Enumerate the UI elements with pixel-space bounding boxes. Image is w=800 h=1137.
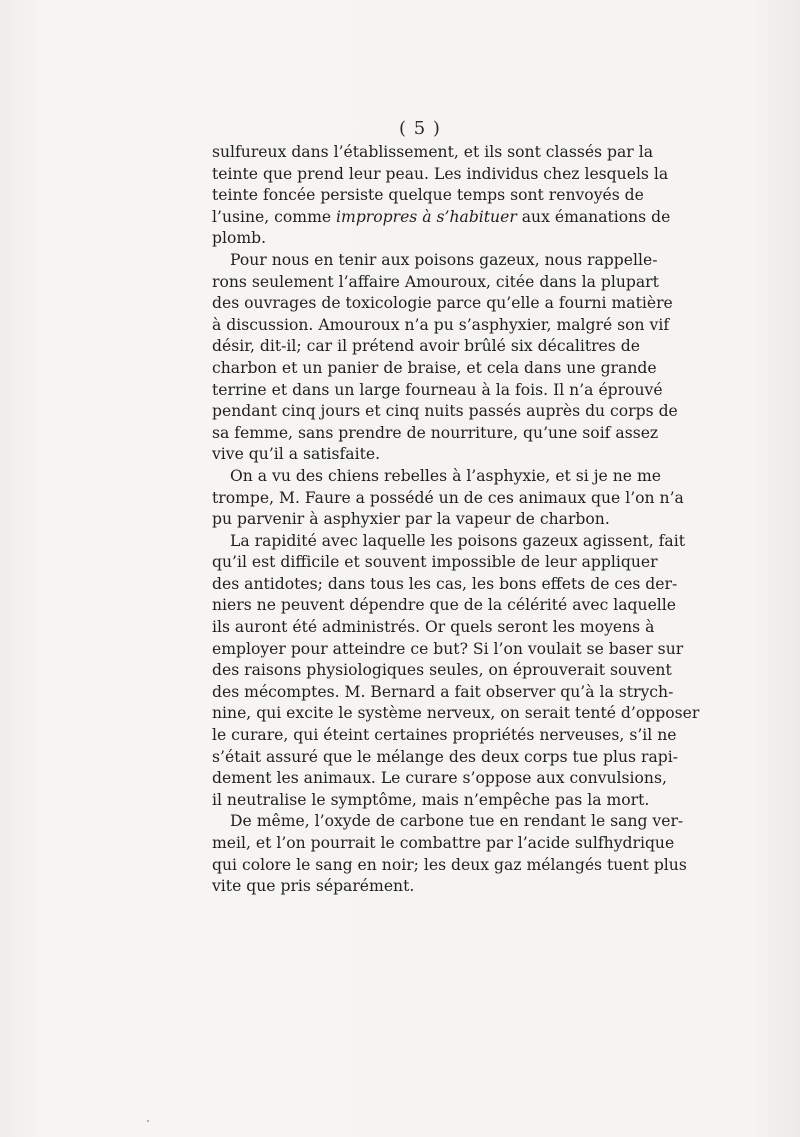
text-line: [212, 876, 640, 898]
text-run: pu parvenir à asphyxier par la vapeur de charbon.: [212, 510, 610, 529]
text-line: [212, 639, 684, 661]
text-run: qu’il est difficile et souvent impossible de leur appliquer: [212, 553, 658, 572]
text-run: niers ne peuvent dépendre que de la célérité avec laquelle: [212, 596, 676, 615]
text-run: terrine et dans un large fourneau à la fois. Il n’a éprouvé: [212, 380, 663, 399]
text-line: [212, 747, 678, 769]
text-run: plomb.: [212, 229, 267, 248]
text-run: sulfureux dans l’établissement, et ils sont classés par la: [212, 143, 653, 161]
text-run: des ouvrages de toxicologie parce qu’elle a fourni matière: [212, 294, 673, 313]
text-run: teinte foncée persiste quelque temps sont renvoyés de: [212, 186, 644, 205]
text-run: La rapidité avec laquelle les poisons gazeux agissent, fait: [230, 531, 685, 550]
text-line: [212, 228, 640, 250]
text-run: vite que pris séparément.: [212, 877, 415, 896]
text-line: [212, 595, 676, 617]
text-line: [212, 250, 658, 272]
text-run: aux émanations de: [516, 207, 671, 226]
text-line: [212, 185, 644, 207]
text-line: [212, 401, 678, 423]
text-line: [212, 725, 677, 747]
text-line: [212, 423, 659, 445]
text-run: pendant cinq jours et cinq nuits passés auprès du corps de: [212, 402, 678, 421]
text-run: On a vu des chiens rebelles à l’asphyxie, et si je ne me: [230, 466, 661, 485]
text-run: des antidotes; dans tous les cas, les bons effets de ces der-: [212, 574, 678, 593]
text-run: Pour nous en tenir aux poisons gazeux, nous rappelle-: [230, 250, 658, 269]
italic-text-run: impropres à s’habituer: [336, 207, 517, 226]
text-line: [212, 617, 655, 639]
text-line: [212, 531, 685, 553]
text-line: [212, 380, 663, 402]
text-run: le curare, qui éteint certaines propriétés nerveuses, s’il ne: [212, 726, 677, 745]
text-line: [212, 466, 661, 488]
text-run: meil, et l’on pourrait le combattre par l’acide sulfhydrique: [212, 834, 675, 852]
text-run: l’usine, comme: [212, 207, 337, 226]
text-line: [212, 552, 658, 574]
text-line: [212, 660, 672, 682]
text-line: [212, 336, 640, 358]
text-line: [212, 207, 671, 229]
text-run: sa femme, sans prendre de nourriture, qu’une soif assez: [212, 423, 659, 442]
text-line: [212, 790, 650, 812]
text-run: ils auront été administrés. Or quels seront les moyens à: [212, 618, 655, 637]
text-line: [212, 682, 674, 704]
text-line: [212, 574, 678, 596]
paper-speck: [147, 1120, 149, 1122]
text-run: trompe, M. Faure a possédé un de ces animaux que l’on n’a: [212, 488, 684, 507]
text-run: vive qu’il a satisfaite.: [212, 445, 381, 464]
text-run: s’était assuré que le mélange des deux corps tue plus rapi-: [212, 747, 678, 766]
text-run: désir, dit-il; car il prétend avoir brûlé six décalitres de: [212, 337, 640, 356]
text-run: des raisons physiologiques seules, on éprouverait souvent: [212, 661, 672, 680]
text-run: à discussion. Amouroux n’a pu s’asphyxier, malgré son vif: [212, 315, 670, 334]
text-run: nine, qui excite le système nerveux, on serait tenté d’opposer: [212, 704, 700, 723]
text-run: teinte que prend leur peau. Les individus chez lesquels la: [212, 164, 669, 183]
text-line: [212, 833, 675, 855]
text-line: [212, 811, 684, 833]
text-run: De même, l’oxyde de carbone tue en rendant le sang ver-: [230, 812, 684, 831]
text-line: [212, 293, 673, 315]
text-line: [212, 358, 657, 380]
text-run: employer pour atteindre ce but? Si l’on voulait se baser sur: [212, 639, 684, 658]
text-line: [212, 315, 670, 337]
text-line: [212, 509, 640, 531]
text-line: [212, 164, 669, 186]
text-line: [212, 855, 687, 877]
text-line: [212, 272, 659, 294]
page-number: ( 5 ): [399, 118, 441, 139]
text-line: [212, 444, 640, 466]
text-run: qui colore le sang en noir; les deux gaz mélangés tuent plus: [212, 855, 687, 874]
text-line: [212, 703, 700, 725]
text-run: dement les animaux. Le curare s’oppose aux convulsions,: [212, 769, 667, 788]
text-run: charbon et un panier de braise, et cela dans une grande: [212, 358, 657, 377]
text-line: [212, 488, 684, 510]
body-text: [212, 142, 700, 898]
text-line: [212, 142, 653, 164]
text-run: il neutralise le symptôme, mais n’empêche pas la mort.: [212, 790, 650, 809]
text-run: des mécomptes. M. Bernard a fait observer qu’à la strych-: [212, 682, 674, 701]
text-run: rons seulement l’affaire Amouroux, citée dans la plupart: [212, 272, 659, 291]
text-line: [212, 768, 667, 790]
